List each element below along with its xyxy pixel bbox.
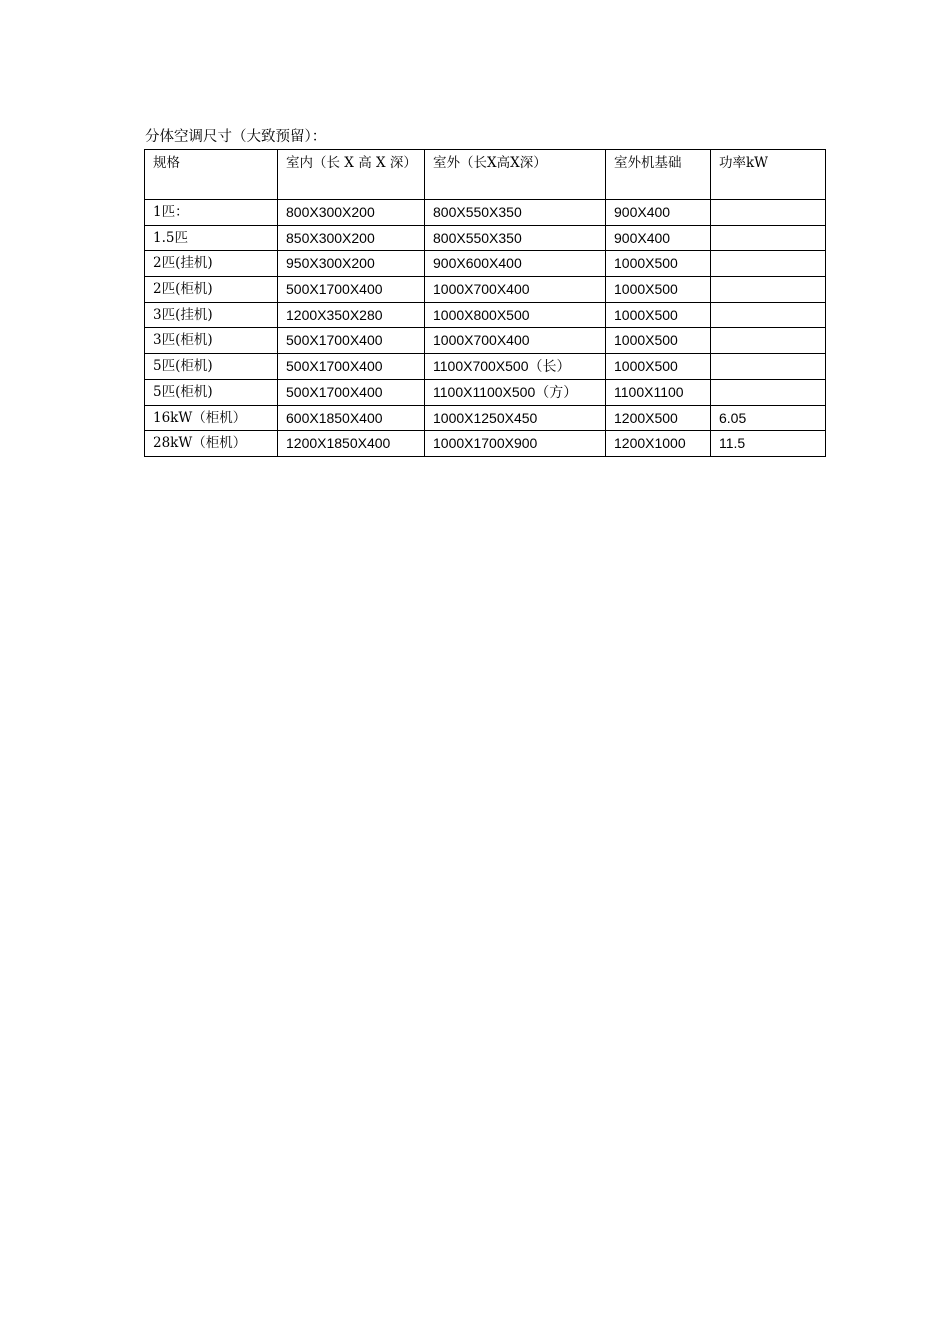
cell-base: 1000X500 bbox=[606, 302, 711, 328]
cell-spec: 5匹(柜机) bbox=[145, 354, 278, 380]
cell-spec: 1.5匹 bbox=[145, 225, 278, 251]
cell-outdoor: 1000X700X400 bbox=[425, 277, 606, 303]
cell-indoor: 500X1700X400 bbox=[278, 277, 425, 303]
cell-base: 1200X1000 bbox=[606, 431, 711, 457]
cell-power bbox=[711, 379, 826, 405]
cell-outdoor: 1000X1250X450 bbox=[425, 405, 606, 431]
cell-indoor: 1200X1850X400 bbox=[278, 431, 425, 457]
cell-base: 900X400 bbox=[606, 200, 711, 226]
header-outdoor: 室外（长X高X深） bbox=[425, 150, 606, 200]
table-row bbox=[145, 431, 826, 457]
cell-spec: 2匹(柜机) bbox=[145, 277, 278, 303]
table-row bbox=[145, 328, 826, 354]
cell-spec: 28kW（柜机） bbox=[145, 431, 278, 457]
cell-spec: 3匹(挂机) bbox=[145, 302, 278, 328]
cell-power bbox=[711, 225, 826, 251]
table-header-row bbox=[145, 150, 826, 200]
table-row bbox=[145, 302, 826, 328]
cell-spec: 5匹(柜机) bbox=[145, 379, 278, 405]
cell-power bbox=[711, 302, 826, 328]
cell-indoor: 1200X350X280 bbox=[278, 302, 425, 328]
table-row bbox=[145, 405, 826, 431]
table-row bbox=[145, 379, 826, 405]
cell-base: 1000X500 bbox=[606, 354, 711, 380]
cell-indoor: 850X300X200 bbox=[278, 225, 425, 251]
cell-outdoor: 1100X1100X500（方） bbox=[425, 379, 606, 405]
cell-outdoor: 1000X700X400 bbox=[425, 328, 606, 354]
header-spec: 规格 bbox=[145, 150, 278, 200]
header-indoor: 室内（长 X 高 X 深） bbox=[278, 150, 425, 200]
cell-spec: 1匹： bbox=[145, 200, 278, 226]
table-row bbox=[145, 225, 826, 251]
cell-base: 1000X500 bbox=[606, 277, 711, 303]
cell-base: 1100X1100 bbox=[606, 379, 711, 405]
cell-power bbox=[711, 328, 826, 354]
page-title: 分体空调尺寸（大致预留）： bbox=[145, 129, 327, 145]
table-row bbox=[145, 200, 826, 226]
cell-indoor: 500X1700X400 bbox=[278, 354, 425, 380]
header-base: 室外机基础 bbox=[606, 150, 711, 200]
cell-outdoor: 1000X800X500 bbox=[425, 302, 606, 328]
cell-indoor: 500X1700X400 bbox=[278, 328, 425, 354]
header-power: 功率kW bbox=[711, 150, 826, 200]
cell-spec: 2匹(挂机) bbox=[145, 251, 278, 277]
table-row bbox=[145, 251, 826, 277]
cell-indoor: 800X300X200 bbox=[278, 200, 425, 226]
cell-base: 1200X500 bbox=[606, 405, 711, 431]
cell-power bbox=[711, 277, 826, 303]
cell-indoor: 500X1700X400 bbox=[278, 379, 425, 405]
cell-base: 900X400 bbox=[606, 225, 711, 251]
cell-indoor: 600X1850X400 bbox=[278, 405, 425, 431]
cell-outdoor: 900X600X400 bbox=[425, 251, 606, 277]
cell-outdoor: 1000X1700X900 bbox=[425, 431, 606, 457]
cell-power bbox=[711, 200, 826, 226]
cell-spec: 16kW（柜机） bbox=[145, 405, 278, 431]
cell-outdoor: 800X550X350 bbox=[425, 200, 606, 226]
cell-power bbox=[711, 354, 826, 380]
cell-outdoor: 800X550X350 bbox=[425, 225, 606, 251]
cell-spec: 3匹(柜机) bbox=[145, 328, 278, 354]
cell-power: 11.5 bbox=[711, 431, 826, 457]
cell-base: 1000X500 bbox=[606, 251, 711, 277]
cell-indoor: 950X300X200 bbox=[278, 251, 425, 277]
table-row bbox=[145, 277, 826, 303]
cell-outdoor: 1100X700X500（长） bbox=[425, 354, 606, 380]
table-row bbox=[145, 354, 826, 380]
cell-power: 6.05 bbox=[711, 405, 826, 431]
cell-base: 1000X500 bbox=[606, 328, 711, 354]
aircon-size-table bbox=[144, 149, 826, 457]
cell-power bbox=[711, 251, 826, 277]
